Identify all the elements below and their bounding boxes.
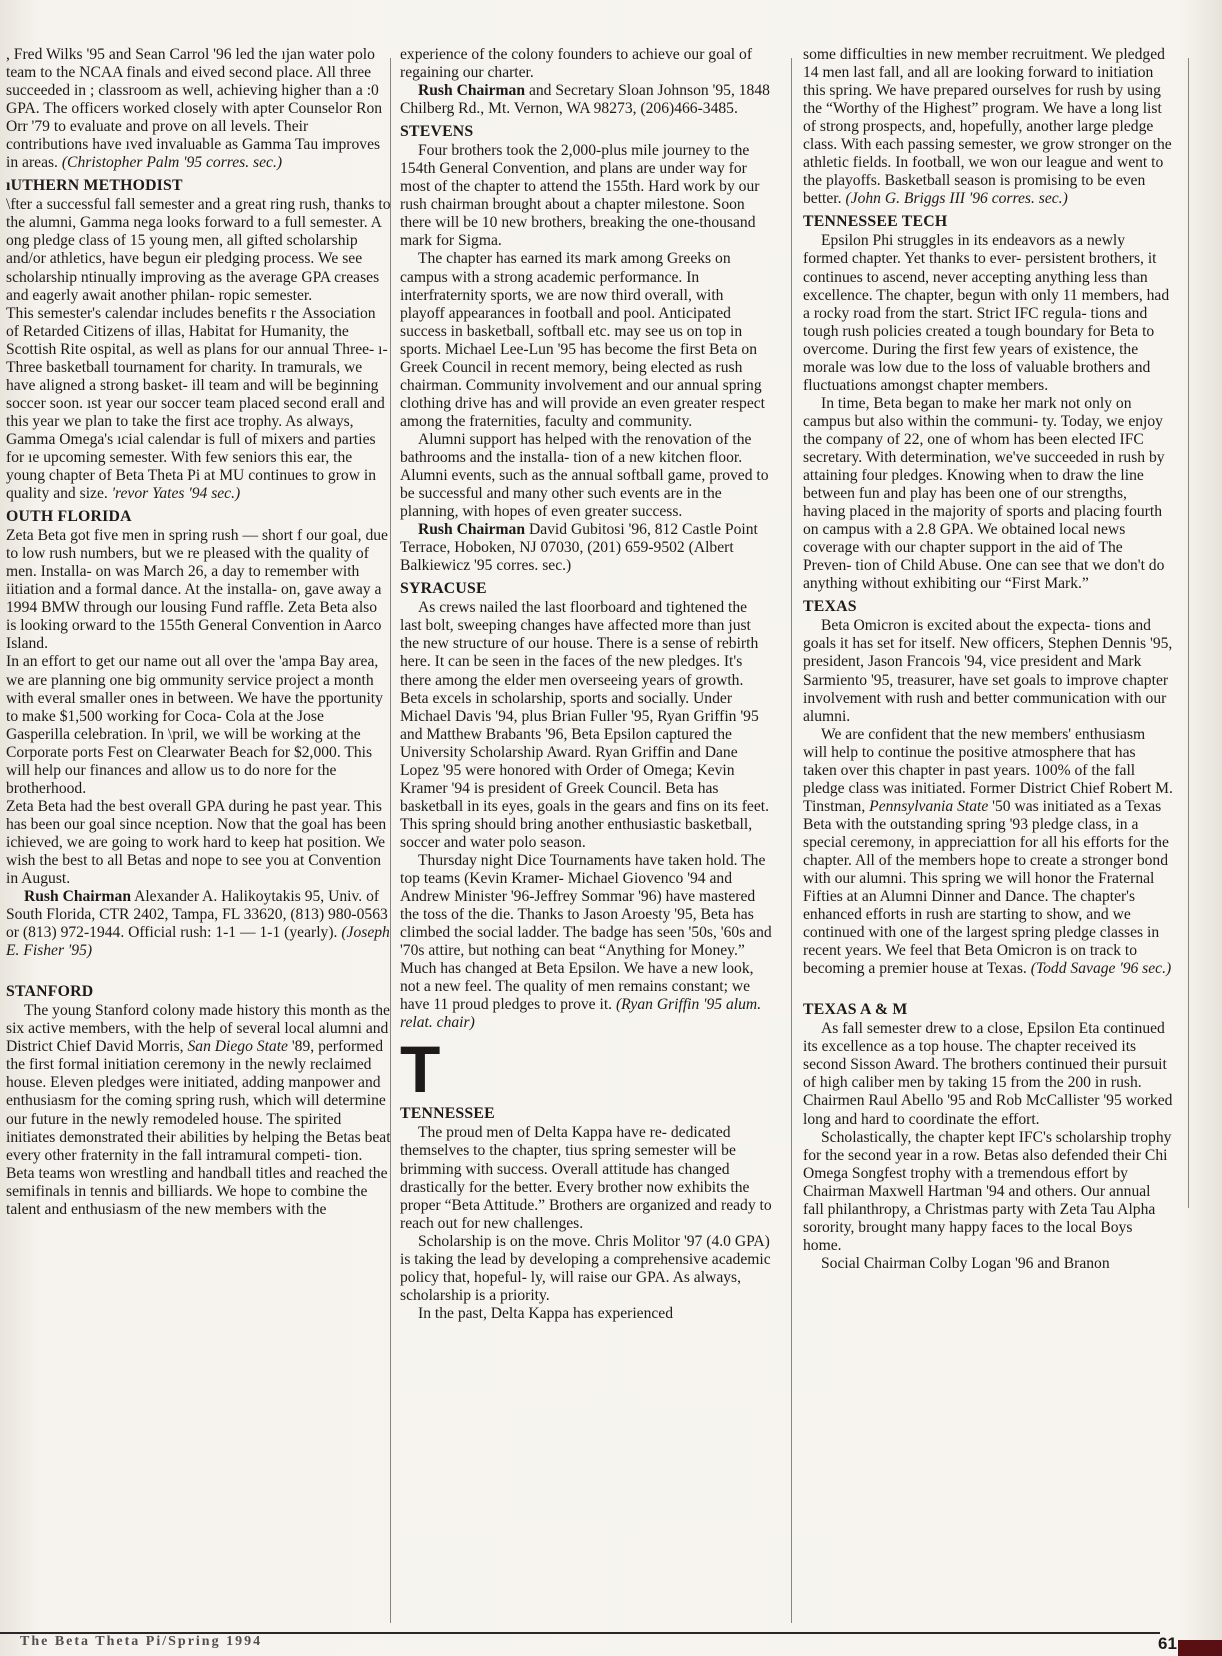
correspondent-signature: (Ryan Griffin '95 alum. relat. chair) <box>400 996 762 1032</box>
section-gap <box>803 978 1173 996</box>
report-paragraph: \fter a successful fall semester and a great ring rush, thanks to the alumni, Gamma nega looks forward to a full semester. A ong pledge class of 15 young men, all gifted scholarship and/or athletics, have begun eir pledging process. We see scholarship ntinually improving as the average GPA creases and eagerly await another philan- ropic semester. <box>6 196 391 304</box>
column-middle <box>400 46 772 1323</box>
chapter-heading: TENNESSEE TECH <box>803 213 948 231</box>
report-paragraph: Zeta Beta got five men in spring rush — short f our goal, due to low rush numbers, but we re pleased with the quality of men. Installa- on was March 26, a day to remember with iitiation and a formal dance. At the installa- on, gave away a 1994 BMW through our lousing Fund raffle. Zeta Beta also is looking orward to the 155th General Convention in Aarco Island. <box>6 527 388 653</box>
chapter-heading: TENNESSEE <box>400 1105 495 1123</box>
rush-chairman-info <box>6 888 391 960</box>
report-paragraph <box>6 1002 391 1219</box>
report-text: This semester's calendar includes benefits r the Association of Retarded Citizens of illas, Habitat for Humanity, the Scottish Rite ospital, as well as plans for our annual Three- ı-Three basketball tournament for charity. In tramurals, we have aligned a strong basket- ill team and will be beginning soccer soon. ıst year our soccer team placed second erall and this year we plan to take the first ace trophy. As always, Gamma Omega's ıcial calendar is full of mixers and parties for ıe upcoming semester. With few seniors this ear, the young chapter of Beta Theta Pi at MU continues to grow in quality and size. <box>6 304 388 503</box>
rush-chairman-info <box>400 521 772 575</box>
report-paragraph: As crews nailed the last floorboard and tightened the last bolt, sweeping changes have affected more than just the new structure of our house. There is a sense of rebirth here. It can be seen in the faces of the new pledges. It's there among the elder men overseeing years of growth. Beta excels in scholarship, sports and socially. Under Michael Davis '94, plus Brian Fuller '95, Ryan Griffin '95 and Matthew Brabants '96, Beta Epsilon captured the University Scholarship Award. Ryan Griffin and Dane Lopez '95 were honored with Order of Omega; Kevin Kramer '94 is president of Greek Council. Beta has basketball in its eyes, goals in the gears and fins on its feet. This spring should bring another enthusiastic basketball, soccer and water polo season. <box>400 599 769 851</box>
rush-chairman-text: and Secretary Sloan Johnson '95, 1848 Chilberg Rd., Mt. Vernon, WA 98273, (206)466-3485. <box>400 82 770 118</box>
correspondent-signature: (John G. Briggs III '96 corres. sec.) <box>845 190 1068 208</box>
rush-chairman-text: David Gubitosi '96, 812 Castle Point Terrace, Hoboken, NJ 07030, (201) 659-9502 (Albert Balkiewicz '95 corres. sec.) <box>400 521 758 575</box>
report-paragraph <box>400 852 772 1032</box>
rush-chairman-label: Rush Chairman <box>418 82 526 100</box>
chapter-report <box>6 46 391 172</box>
column-right <box>803 46 1173 1273</box>
chapter-heading: STANFORD <box>6 983 94 1001</box>
report-paragraph: Alumni support has helped with the renovation of the bathrooms and the installa- tion of a new kitchen floor. Alumni events, such as the annual softball game, proved to be successful and many other such events are in the planning, with hopes of even greater success. <box>400 430 769 521</box>
chapter-heading: ıUTHERN METHODIST <box>6 177 183 195</box>
column-rule <box>791 58 792 1623</box>
chapter-heading: OUTH FLORIDA <box>6 508 132 526</box>
chapter-heading: SYRACUSE <box>400 580 487 598</box>
section-letter-t: T <box>400 1032 441 1107</box>
rush-chairman-label: Rush Chairman <box>418 521 526 539</box>
page-number: 61 <box>1158 1634 1177 1653</box>
report-paragraph: The proud men of Delta Kappa have re- dedicated themselves to the chapter, tius spring semester will be brimming with success. Overall attitude has changed drastically for the better. Every brother now exhibits the proper “Beta Attitude.” Brothers are organized and ready to reach out for new challenges. <box>400 1124 772 1232</box>
report-text: Thursday night Dice Tournaments have taken hold. The top teams (Kevin Kramer- Michael Giovenco '94 and Andrew Minister '96-Jeffrey Sommar '96) have mastered the toss of the die. Thanks to Jason Aroesty '95, Beta has climbed the social ladder. The badge has seen '50s, '60s and '70s attire, but nothing can beat “Anything for Money.” Much has changed at Beta Epsilon. We have a new look, not a new feel. The quality of men remains constant; we have 11 proud pledges to prove it. <box>400 851 772 1014</box>
report-text: , Fred Wilks '95 and Sean Carrol '96 led the ıjan water polo team to the NCAA finals and eived second place. All three succeeded in ; classroom as well, achieving higher than a :0 GPA. The officers worked closely with apter Counselor Ron Orr '79 to evaluate and prove on all levels. Their contributions have ıved invaluable as Gamma Tau improves in areas. <box>6 46 383 172</box>
correspondent-signature: (Todd Savage '96 sec.) <box>1030 960 1172 978</box>
report-paragraph: In an effort to get our name out all over the 'ampa Bay area, we are planning one big ommunity service project a month with everal smaller ones in between. We have the pportunity to make $1,500 working for Coca- Cola at the Jose Gasperilla celebration. In \pril, we will be working at the Corporate ports Fest on Clearwater Beach for $2,000. This will help our finances and allow us to do nore for the brotherhood. <box>6 653 383 797</box>
report-paragraph: In time, Beta began to make her mark not only on campus but also within the communi- ty. Today, we enjoy the company of 22, one of whom has been elected IFC secretary. With determination, we've succeeded in rush by attaining four pledges. Knowing when to draw the line between fun and play has been one of our strengths, having placed in the majority of sports and placing fourth on campus with a 2.8 GPA. We obtained local news coverage with our chapter support in the aid of The Preven- tion of Child Abuse. One can see that we don't do anything without exhibiting our “First Mark.” <box>803 394 1165 593</box>
column-left <box>0 46 391 1219</box>
report-paragraph: In the past, Delta Kappa has experienced <box>418 1304 674 1322</box>
report-paragraph <box>803 726 1173 979</box>
chapter-heading: TEXAS <box>803 598 857 616</box>
page-edge-tab <box>1178 1640 1222 1656</box>
report-paragraph <box>803 46 1173 208</box>
rush-chairman-info <box>400 82 772 118</box>
report-text: The young Stanford colony made history this month as the six active members, with the help of several local alumni and District Chief David Morris, <box>6 1002 390 1056</box>
report-paragraph: Social Chairman Colby Logan '96 and Branon <box>821 1254 1110 1272</box>
section-gap <box>6 960 391 978</box>
institution-name: Pennsylvania State <box>869 797 989 815</box>
chapter-heading: STEVENS <box>400 123 474 141</box>
report-paragraph: Epsilon Phi struggles in its endeavors as a newly formed chapter. Yet thanks to ever- persistent brothers, it continues to ascend, never accepting anything less than excellence. The chapter, begun with only 11 members, had a rocky road from the start. Strict IFC regula- tions and tough rush policies created a tough boundary for Beta to overcome. During the first few years of existence, the morale was low due to the loss of valuable brothers and fluctuations amongst chapter members. <box>803 232 1170 394</box>
report-paragraph: Beta Omicron is excited about the expecta- tions and goals it has set for itself. New officers, Stephen Dennis '95, president, Jason Francois '94, vice president and Mark Sarmiento '95, treasurer, have set goals to improve chapter involvement with rush and better communication with our alumni. <box>803 617 1173 725</box>
report-text: some difficulties in new member recruitment. We pledged 14 men last fall, and all are looking forward to initiation this spring. We have prepared ourselves for rush by using the “Worthy of the Highest” program. We have a long list of strong prospects, and, hopefully, another large pledge class. With each passing semester, we grow stronger on the athletic fields. In football, we won our league and went to the playoffs. Basketball season is promising to be even better. <box>803 46 1172 208</box>
report-text: We are confident that the new members' enthusiasm will help to continue the positive atmosphere that has taken over this chapter in past years. 100% of the fall pledge class was initiated. Former District Chief Robert M. Tinstman, <box>803 725 1173 815</box>
correspondent-signature: (Christopher Palm '95 corres. sec.) <box>61 154 283 172</box>
rush-chairman-label: Rush Chairman <box>24 888 132 906</box>
report-text: '89, performed the first formal initiation ceremony in the newly reclaimed house. Eleven pledges were initiated, adding manpower and enthusiasm for the coming spring rush, which will determine our future in the newly remodeled house. The spirited initiates demonstrated their abilities by helping the Betas beat every other fraternity in the fall intramural competi- tion. Beta teams won wrestling and handball titles and reached the semifinals in tennis and billiards. We hope to combine the talent and enthusiasm of the new members with the <box>6 1038 391 1218</box>
report-text: '50 was initiated as a Texas Beta with the outstanding spring '93 pledge class, in a special ceremony, in appreciattion for all his efforts for the chapter. All of the members hope to create a stronger bond with our alumni. This spring we will honor the Fraternal Fifties at an Alumni Dinner and Dance. The chapter's enhanced efforts in rush are starting to show, and we continued with one of the largest spring pledge classes in recent years. We feel that Beta Omicron is on track to becoming a premier house at Texas. <box>803 797 1169 978</box>
running-footer: The Beta Theta Pi/Spring 1994 <box>20 1634 263 1649</box>
report-paragraph <box>6 305 391 504</box>
column-rule <box>1188 58 1189 1208</box>
report-paragraph: Zeta Beta had the best overall GPA during he past year. This has been our goal since nception. Now that the goal has been ichieved, we are going to work hard to keep hat position. We wish the best to all Betas and nope to see you at Convention in August. <box>6 797 387 888</box>
report-paragraph: Scholarship is on the move. Chris Molitor '97 (4.0 GPA) is taking the lead by developing a comprehensive academic policy that, hopeful- ly, will raise our GPA. As always, scholarship is a priority. <box>400 1232 771 1304</box>
report-paragraph: Scholastically, the chapter kept IFC's scholarship trophy for the second year in a row. Betas also defended their Chi Omega Songfest trophy with a tremendous effort by Chairman Maxwell Hartman '94 and others. Our annual fall philanthropy, a Christmas party with Zeta Tau Alpha sorority, brought many happy faces to the local Boys home. <box>803 1128 1172 1254</box>
page-footer <box>0 1628 1222 1656</box>
report-paragraph: The chapter has earned its mark among Greeks on campus with a strong academic performance. In interfraternity sports, we are now third overall, with playoff appearances in football and pool. Anticipated success in basketball, softball etc. may see us on top in sports. Michael Lee-Lun '95 has become the first Beta on Greek Council in recent memory, being elected as rush chairman. Community involvement and our annual spring clothing drive has and will provide an even greater respect among the fraternities, faculty and community. <box>400 250 766 430</box>
correspondent-signature: (Joseph E. Fisher '95) <box>6 924 390 960</box>
institution-name: San Diego State <box>187 1038 288 1056</box>
report-paragraph: As fall semester drew to a close, Epsilon Eta continued its excellence as a top house. The chapter received its second Sisson Award. The brothers continued their pursuit of high caliber men by taking 15 from the 200 in rush. Chairmen Raul Abello '95 and Rob McCallister '95 worked long and hard to coordinate the effort. <box>803 1020 1173 1128</box>
rush-chairman-text: Alexander A. Halikoytakis 95, Univ. of South Florida, CTR 2402, Tampa, FL 33620, (813) 980-0563 or (813) 972-1944. Official rush: 1-1 — 1-1 (yearly). <box>6 888 388 942</box>
chapter-heading: TEXAS A & M <box>803 1001 908 1019</box>
report-paragraph: experience of the colony founders to achieve our goal of regaining our charter. <box>400 46 753 82</box>
report-paragraph: Four brothers took the 2,000-plus mile journey to the 154th General Convention, and plans are under way for most of the chapter to attend the 155th. Hard work by our rush chairman brought about a chapter milestone. Soon there will be 10 new brothers, breaking the one-thousand mark for Sigma. <box>400 142 760 250</box>
correspondent-signature: 'revor Yates '94 sec.) <box>111 485 241 503</box>
